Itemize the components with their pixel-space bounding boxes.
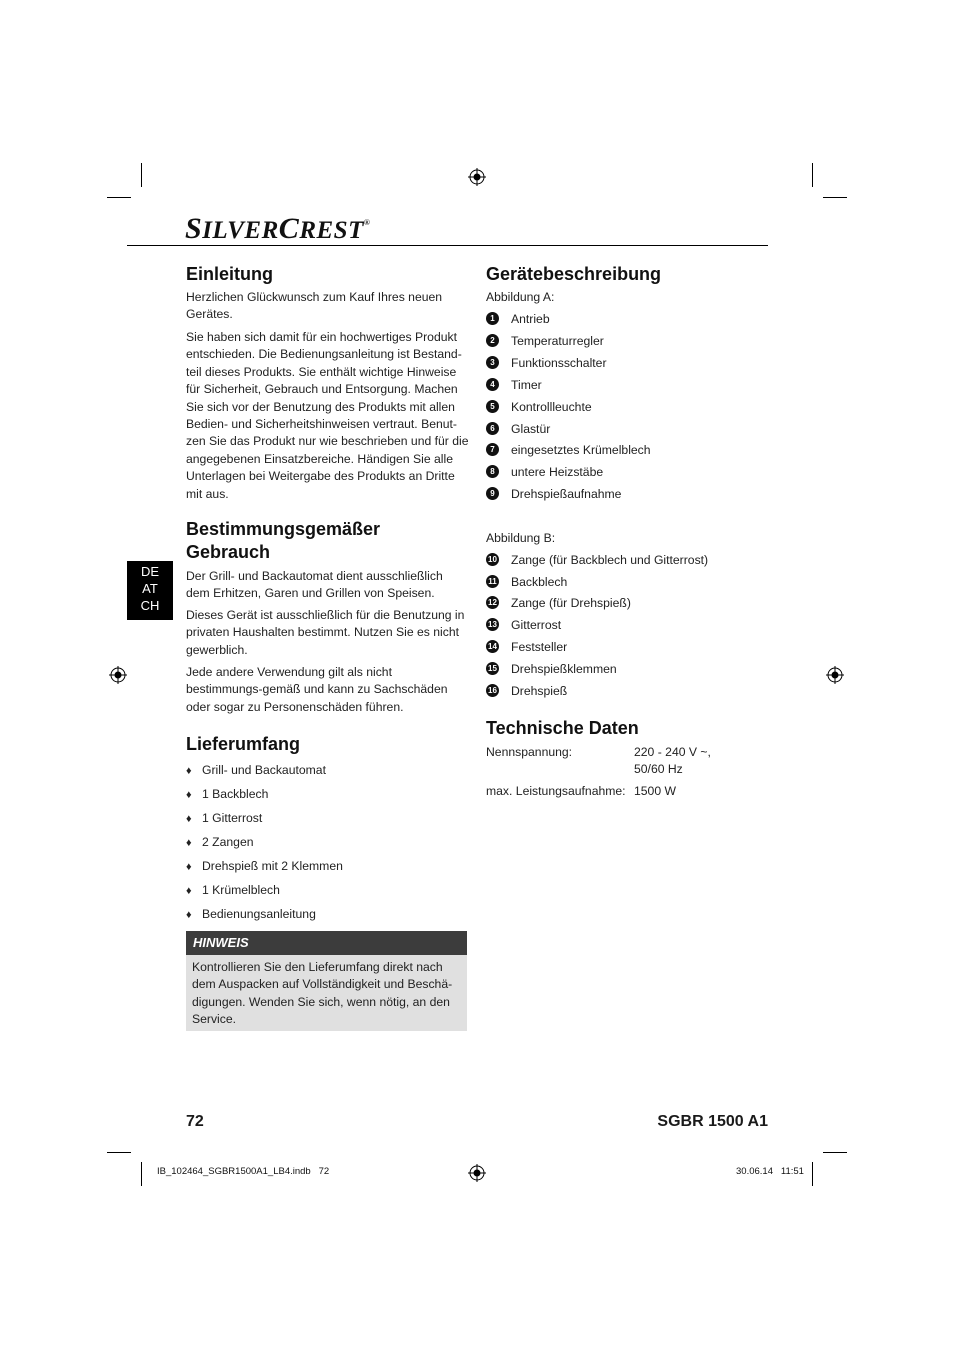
list-item: ♦ 1 Backblech bbox=[186, 787, 269, 801]
header-rule bbox=[127, 245, 768, 246]
figure-b-label: Abbildung B: bbox=[486, 531, 556, 545]
crop-mark bbox=[141, 163, 142, 187]
list-item: 10 Zange (für Backblech und Gitterrost) bbox=[486, 552, 708, 569]
note-text: Kontrollieren Sie den Lieferumfang direkt nach dem Auspacken auf Vollständigkeit und Beschä-digungen. Wenden Sie sich, wenn nötig, an den Service. bbox=[186, 955, 467, 1031]
note-title: HINWEIS bbox=[186, 931, 467, 955]
list-item: 6 Glastür bbox=[486, 421, 550, 438]
scope-heading: Lieferumfang bbox=[186, 734, 301, 754]
intended-use-paragraph: Jede andere Verwendung gilt als nicht bestimmungs-gemäß und kann zu Sachschäden oder sogar zu Personenschäden führen. bbox=[186, 665, 448, 714]
tech-value: 1500 W bbox=[634, 784, 677, 798]
list-item: 11 Backblech bbox=[486, 574, 567, 591]
language-code: CH bbox=[140, 598, 160, 613]
crop-mark bbox=[812, 163, 813, 187]
list-item: 4 Timer bbox=[486, 377, 542, 394]
intro-paragraph: Herzlichen Glückwunsch zum Kauf Ihres neuen Gerätes. bbox=[186, 290, 443, 322]
crop-mark bbox=[107, 1152, 131, 1153]
list-item: ♦ 2 Zangen bbox=[186, 835, 254, 849]
list-item: 5 Kontrollleuchte bbox=[486, 399, 592, 416]
list-item: ♦ 1 Gitterrost bbox=[186, 811, 263, 825]
list-item: 2 Temperaturregler bbox=[486, 333, 604, 350]
list-item: 7 eingesetztes Krümelblech bbox=[486, 442, 651, 459]
language-code: AT bbox=[142, 581, 158, 596]
list-item: 14 Feststeller bbox=[486, 639, 567, 656]
page-number: 72 bbox=[186, 1113, 204, 1130]
list-item: 1 Antrieb bbox=[486, 311, 550, 328]
intro-paragraph: Sie haben sich damit für ein hochwertiges Produkt entschieden. Die Bedienungsanleitung ist Bestand-teil dieses Produkts. Sie enthält wichtige Hinweise für Sicherheit, Gebrauch und Entsorgung. Machen Sie sich vor der Benutzung des Produkts mit allen Bedien- und Sicherheitshinweisen vertraut. Benut-zen Sie das Produkt nur wie beschrieben und für die angegebenen Einsatzbereiche. Händigen Sie alle Unterlagen bei Weitergabe des Produkts an Dritte mit aus. bbox=[186, 330, 469, 501]
crop-mark bbox=[812, 1162, 813, 1186]
brand-logo: SILVERCREST® bbox=[185, 212, 371, 245]
tech-label: Nennspannung: bbox=[486, 745, 573, 759]
crop-mark bbox=[823, 197, 847, 198]
tech-heading: Technische Daten bbox=[486, 718, 639, 738]
registration-mark-icon bbox=[468, 1164, 486, 1182]
crop-mark bbox=[141, 1162, 142, 1186]
intended-use-paragraph: Dieses Gerät ist ausschließlich für die Benutzung in privaten Haushalten bestimmt. Nutzen Sie es nicht gewerblich. bbox=[186, 608, 465, 657]
list-item: ♦ Grill- und Backautomat bbox=[186, 763, 326, 777]
list-item: 15 Drehspießklemmen bbox=[486, 661, 617, 678]
registration-mark-icon bbox=[109, 666, 127, 684]
list-item: 13 Gitterrost bbox=[486, 617, 561, 634]
intro-heading: Einleitung bbox=[186, 264, 273, 284]
list-item: 12 Zange (für Drehspieß) bbox=[486, 595, 631, 612]
language-tab bbox=[127, 561, 173, 620]
intended-use-paragraph: Der Grill- und Backautomat dient ausschließlich dem Erhitzen, Garen und Grillen von Speisen. bbox=[186, 569, 443, 601]
model-number: SGBR 1500 A1 bbox=[657, 1113, 768, 1130]
language-code: DE bbox=[140, 564, 160, 579]
tech-value: 50/60 Hz bbox=[634, 762, 683, 776]
registration-mark-icon bbox=[468, 168, 486, 186]
tech-value: 220 - 240 V ~, bbox=[634, 745, 711, 759]
list-item: 16 Drehspieß bbox=[486, 683, 567, 700]
list-item: 9 Drehspießaufnahme bbox=[486, 486, 621, 503]
tech-label: max. Leistungsaufnahme: bbox=[486, 784, 626, 798]
crop-mark bbox=[107, 197, 131, 198]
list-item: 3 Funktionsschalter bbox=[486, 355, 607, 372]
registration-mark-icon bbox=[826, 666, 844, 684]
crop-mark bbox=[823, 1152, 847, 1153]
file-info: IB_102464_SGBR1500A1_LB4.indb 72 bbox=[157, 1166, 330, 1177]
intended-use-heading: Bestimmungsgemäßer Gebrauch bbox=[186, 519, 381, 562]
list-item: ♦ 1 Krümelblech bbox=[186, 883, 280, 897]
list-item: ♦ Bedienungsanleitung bbox=[186, 907, 316, 921]
print-datetime: 30.06.14 11:51 bbox=[736, 1166, 804, 1177]
list-item: ♦ Drehspieß mit 2 Klemmen bbox=[186, 859, 343, 873]
description-heading: Gerätebeschreibung bbox=[486, 264, 662, 284]
list-item: 8 untere Heizstäbe bbox=[486, 464, 603, 481]
figure-a-label: Abbildung A: bbox=[486, 290, 555, 304]
